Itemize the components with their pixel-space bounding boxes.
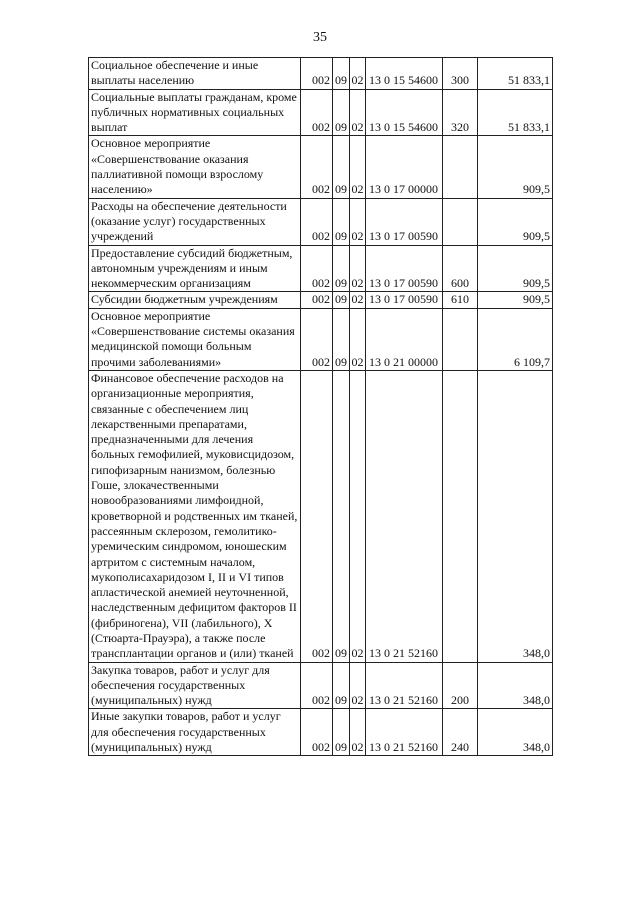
table-row: [89, 89, 553, 136]
row-vr: 600: [443, 245, 478, 292]
row-name: Основное мероприятие «Совершенствование оказания паллиативной помощи взрослому населению»: [89, 136, 301, 198]
row-sum: 348,0: [478, 709, 553, 756]
page-number: 35: [313, 30, 327, 45]
row-vd: 002: [301, 370, 333, 662]
row-vr: 200: [443, 662, 478, 709]
row-sum: 6 109,7: [478, 308, 553, 370]
row-rz: 09: [333, 292, 350, 308]
row-sum: 348,0: [478, 662, 553, 709]
row-csr: 13 0 21 52160: [366, 709, 443, 756]
row-pr: 02: [350, 58, 366, 90]
row-name: Предоставление субсидий бюджетным, автономным учреждениям и иным некоммерческим организациям: [89, 245, 301, 292]
row-sum: 909,5: [478, 292, 553, 308]
row-rz: 09: [333, 245, 350, 292]
row-sum: 51 833,1: [478, 58, 553, 90]
row-pr: 02: [350, 136, 366, 198]
row-rz: 09: [333, 662, 350, 709]
row-rz: 09: [333, 709, 350, 756]
row-vr: 240: [443, 709, 478, 756]
row-vd: 002: [301, 292, 333, 308]
row-rz: 09: [333, 308, 350, 370]
row-pr: 02: [350, 308, 366, 370]
row-rz: 09: [333, 198, 350, 245]
row-name: Иные закупки товаров, работ и услуг для обеспечения государственных (муниципальных) нужд: [89, 709, 301, 756]
table-row: [89, 198, 553, 245]
row-vr: 610: [443, 292, 478, 308]
row-pr: 02: [351, 292, 364, 307]
row-vd: 002: [301, 245, 333, 292]
row-name: Финансовое обеспечение расходов на организационные мероприятия, связанные с обеспечением лиц лекарственными препаратами, предназначенными для лечения больных гемофилией, муковисцидозом, гипофизарным нанизмом, болезнью Гоше, злокачественными новообразованиями лимфоидной, кроветворной и родственных им тканей, рассеянным склерозом, гемолитико-уремическим синдромом, юношеским артритом с системным началом, мукополисахаридозом I, II и VI типов апластической анемией неуточненной, наследственным дефицитом факторов II (фибриногена), VII (лабильного), X (Стюарта-Прауэра), а также после трансплантации органов и (или) тканей: [89, 370, 301, 662]
row-rz: 09: [333, 89, 350, 136]
table-row: [89, 370, 553, 662]
row-rz: 09: [333, 370, 350, 662]
row-sum: 909,5: [478, 136, 553, 198]
row-name: Основное мероприятие «Совершенствование системы оказания медицинской помощи больным прочими заболеваниями»: [89, 308, 301, 370]
row-pr: 02: [350, 370, 366, 662]
budget-table: [88, 57, 553, 756]
row-sum: 909,5: [478, 245, 553, 292]
table-row: [89, 136, 553, 198]
row-sum: 909,5: [478, 198, 553, 245]
row-name: Закупка товаров, работ и услуг для обеспечения государственных (муниципальных) нужд: [89, 662, 301, 709]
row-name: Субсидии бюджетным учреждениям: [89, 292, 301, 308]
row-vd: 002: [301, 709, 333, 756]
row-rz: 09: [333, 58, 350, 90]
row-vd: 002: [301, 308, 333, 370]
row-vr: [443, 198, 478, 245]
row-sum: 51 833,1: [478, 89, 553, 136]
row-csr: 13 0 17 00590: [366, 245, 443, 292]
row-csr: 13 0 21 52160: [366, 370, 443, 662]
row-pr: 02: [350, 198, 366, 245]
row-pr: 02: [350, 245, 366, 292]
row-vd: 002: [301, 58, 333, 90]
table-row: [89, 292, 553, 308]
row-csr: 13 0 17 00000: [366, 136, 443, 198]
row-csr: 13 0 17 00590: [366, 198, 443, 245]
row-rz: 09: [333, 136, 350, 198]
row-name: Социальные выплаты гражданам, кроме публичных нормативных социальных выплат: [89, 89, 301, 136]
row-name: Социальное обеспечение и иные выплаты населению: [89, 58, 301, 90]
table-row: [89, 245, 553, 292]
row-pr: 02: [350, 709, 366, 756]
row-name: Расходы на обеспечение деятельности (оказание услуг) государственных учреждений: [89, 198, 301, 245]
row-vd: 002: [301, 89, 333, 136]
row-csr: 13 0 15 54600: [366, 89, 443, 136]
table-row: [89, 709, 553, 756]
row-vd: 002: [301, 198, 333, 245]
table-row: [89, 662, 553, 709]
row-vd: 002: [301, 136, 333, 198]
row-vr: [443, 136, 478, 198]
row-pr: 02: [350, 662, 366, 709]
row-sum: 348,0: [478, 370, 553, 662]
row-vr: [443, 370, 478, 662]
row-vr: 300: [443, 58, 478, 90]
row-pr: 02: [350, 89, 366, 136]
row-csr: 13 0 21 52160: [366, 662, 443, 709]
row-csr: 13 0 17 00590: [366, 292, 443, 308]
row-csr: 13 0 21 00000: [366, 308, 443, 370]
row-vr: 320: [443, 89, 478, 136]
table-row: [89, 308, 553, 370]
table-row: [89, 58, 553, 90]
row-vr: [443, 308, 478, 370]
row-csr: 13 0 15 54600: [366, 58, 443, 90]
row-vd: 002: [301, 662, 333, 709]
